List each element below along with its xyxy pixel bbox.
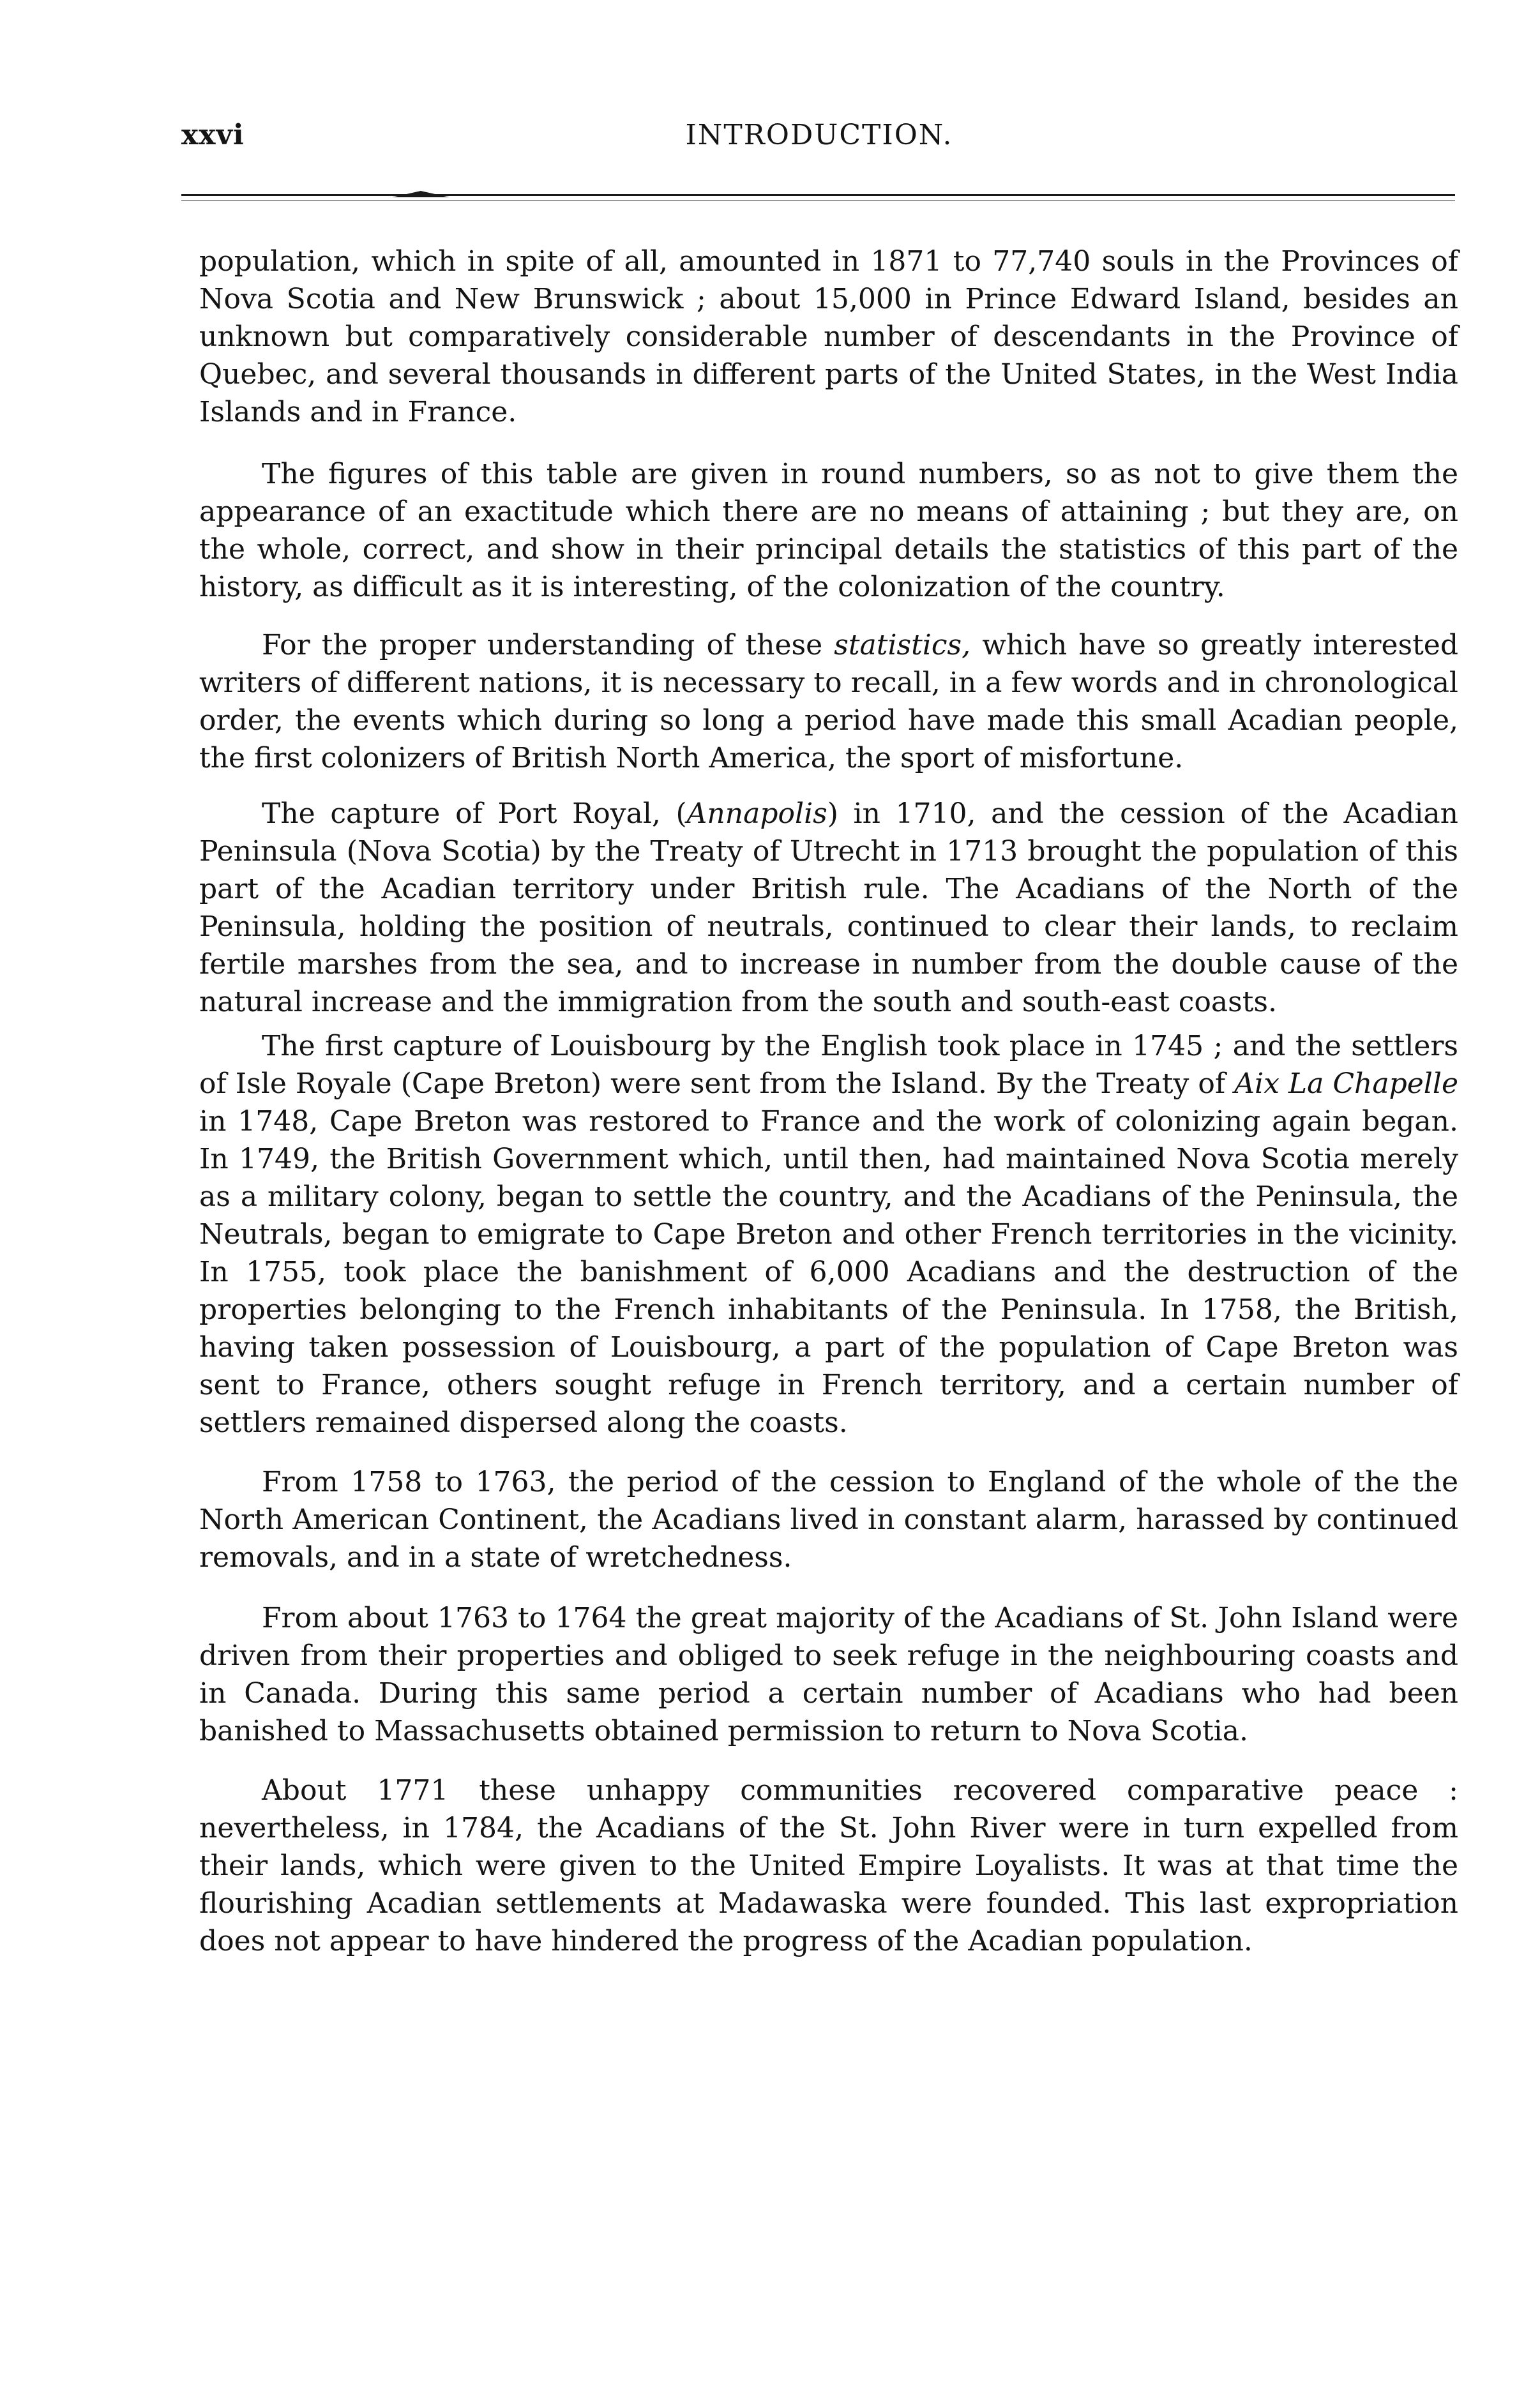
page-number: xxvi: [181, 119, 245, 151]
paragraph: The first capture of Louisbourg by the English took place in 1745 ; and the settlers of Isle Royale (Cape Breton) were sent from the Island. By the Treaty of Aix La Chapelle in 1748, Cape Breton was restored to France and the work of colonizing again began. In 1749, the British Government which, until then, had maintained Nova Scotia merely as a military colony, began to settle the country, and the Acadians of the Peninsula, the Neutrals, began to emigrate to Cape Breton and other French territories in the vicinity. In 1755, took place the banishment of 6,000 Acadians and the destruction of the properties belonging to the French inhabitants of the Peninsula. In 1758, the British, having taken possession of Louisbourg, a part of the population of Cape Breton was sent to France, others sought refuge in French territory, and a certain number of settlers remained dispersed along the coasts.: [199, 1030, 1458, 1439]
paragraph: For the proper understanding of these statistics, which have so greatly interested writers of different nations, it is necessary to recall, in a few words and in chronological order, the events which during so long a period have made this small Acadian people, the first colonizers of British North America, the sport of misfortune.: [199, 629, 1458, 774]
running-title: INTRODUCTION.: [685, 119, 953, 151]
paragraph: From 1758 to 1763, the period of the cession to England of the whole of the the North American Continent, the Acadians lived in constant alarm, harassed by continued removals, and in a state of wretchedness.: [199, 1466, 1458, 1574]
paragraph: From about 1763 to 1764 the great majority of the Acadians of St. John Island were driven from their properties and obliged to seek refuge in the neighbouring coasts and in Canada. During this same period a certain number of Acadians who had been banished to Massachusetts obtained permission to return to Nova Scotia.: [199, 1602, 1458, 1747]
header-rule: [181, 194, 1455, 200]
paragraph: population, which in spite of all, amounted in 1871 to 77,740 souls in the Provinces of Nova Scotia and New Brunswick ; about 15,000 in Prince Edward Island, besides an unknown but comparatively considerable number of descendants in the Province of Quebec, and several thousands in different parts of the United States, in the West India Islands and in France.: [199, 245, 1458, 428]
paragraph: About 1771 these unhappy communities recovered comparative peace : nevertheless, in 1784, the Acadians of the St. John River were in turn expelled from their lands, which were given to the United Empire Loyalists. It was at that time the flourishing Acadian settlements at Madawaska were founded. This last expropriation does not appear to have hindered the progress of the Acadian population.: [199, 1774, 1458, 1957]
body-text: [199, 243, 1458, 1960]
page-header: [181, 119, 1457, 163]
paragraph: The figures of this table are given in round numbers, so as not to give them the appearance of an exactitude which there are no means of attaining ; but they are, on the whole, correct, and show in their principal details the statistics of this part of the history, as difficult as it is interesting, of the colonization of the country.: [199, 458, 1458, 603]
paragraph: The capture of Port Royal, (Annapolis) in 1710, and the cession of the Acadian Peninsula (Nova Scotia) by the Treaty of Utrecht in 1713 brought the population of this part of the Acadian territory under British rule. The Acadians of the North of the Peninsula, holding the position of neutrals, continued to clear their lands, to reclaim fertile marshes from the sea, and to increase in number from the double cause of the natural increase and the immigration from the south and south-east coasts.: [199, 797, 1458, 1018]
